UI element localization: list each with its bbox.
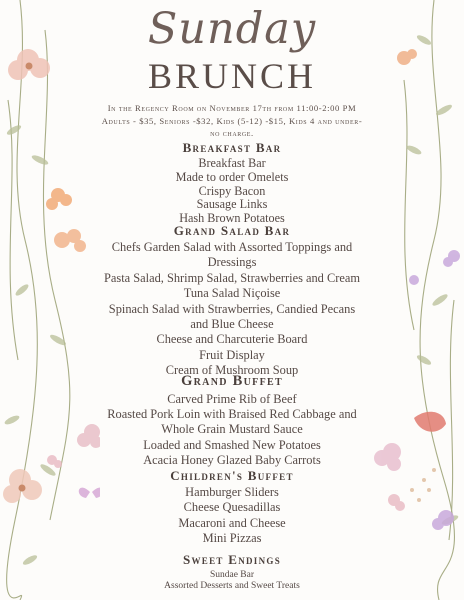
menu-item: Chefs Garden Salad with Assorted Toppings and — [111, 240, 353, 254]
menu-item: Cheese Quesadillas — [183, 500, 281, 515]
event-info — [64, 102, 400, 140]
children-section — [70, 468, 394, 547]
menu-item: Loaded and Smashed New Potatoes — [143, 437, 321, 452]
menu-item: Cream of Mushroom Soup — [165, 363, 299, 378]
section-title: Breakfast Bar — [182, 140, 282, 155]
menu-item: Cheese and Charcuterie Board — [156, 332, 308, 347]
event-info-line: In the Regency Room on November 17th from 11:00-2:00 PM — [107, 103, 357, 113]
menu-item: Macaroni and Cheese — [178, 515, 286, 530]
menu-item: Tuna Salad Niçoise — [183, 286, 281, 301]
event-info-line: no charge. — [210, 128, 254, 138]
buffet-section — [70, 372, 394, 468]
section-title: Sweet Endings — [182, 552, 282, 567]
breakfast-section — [70, 140, 394, 226]
menu-item: Pasta Salad, Shrimp Salad, Strawberries and Cream — [103, 270, 361, 285]
menu-item: Hash Brown Potatoes — [179, 211, 285, 226]
menu-item: Roasted Pork Loin with Braised Red Cabbage and — [107, 407, 357, 422]
menu-item: Sausage Links — [196, 197, 268, 212]
menu-item: and Blue Cheese — [190, 317, 274, 332]
menu-item: Mini Pizzas — [202, 531, 262, 546]
menu-item: Sundae Bar — [209, 570, 255, 580]
menu-item: Made to order Omelets — [175, 169, 289, 184]
page-title: BRUNCH — [147, 56, 317, 96]
menu-item: Assorted Desserts and Sweet Treats — [164, 580, 300, 591]
sweet-section — [70, 552, 394, 591]
menu-item: Carved Prime Rib of Beef — [167, 392, 297, 406]
event-info-line: Adults - $35, Seniors -$32, Kids (5-12) -$15, Kids 4 and under- — [101, 115, 363, 126]
menu-item: Crispy Bacon — [198, 183, 266, 198]
menu-item: Hamburger Sliders — [185, 485, 279, 499]
menu-item: Acacia Honey Glazed Baby Carrots — [143, 452, 321, 467]
menu-item: Dressings — [207, 255, 257, 270]
menu-item: Breakfast Bar — [198, 156, 266, 170]
section-title: Children's Buffet — [170, 468, 294, 483]
script-title: Sunday — [147, 4, 317, 54]
menu-item: Fruit Display — [199, 347, 265, 362]
menu-item: Spinach Salad with Strawberries, Candied Pecans — [108, 301, 356, 316]
section-title: Grand Buffet — [181, 373, 283, 389]
salad-section — [70, 223, 394, 379]
section-title: Grand Salad Bar — [173, 223, 291, 238]
menu-item: Whole Grain Mustard Sauce — [161, 422, 303, 437]
